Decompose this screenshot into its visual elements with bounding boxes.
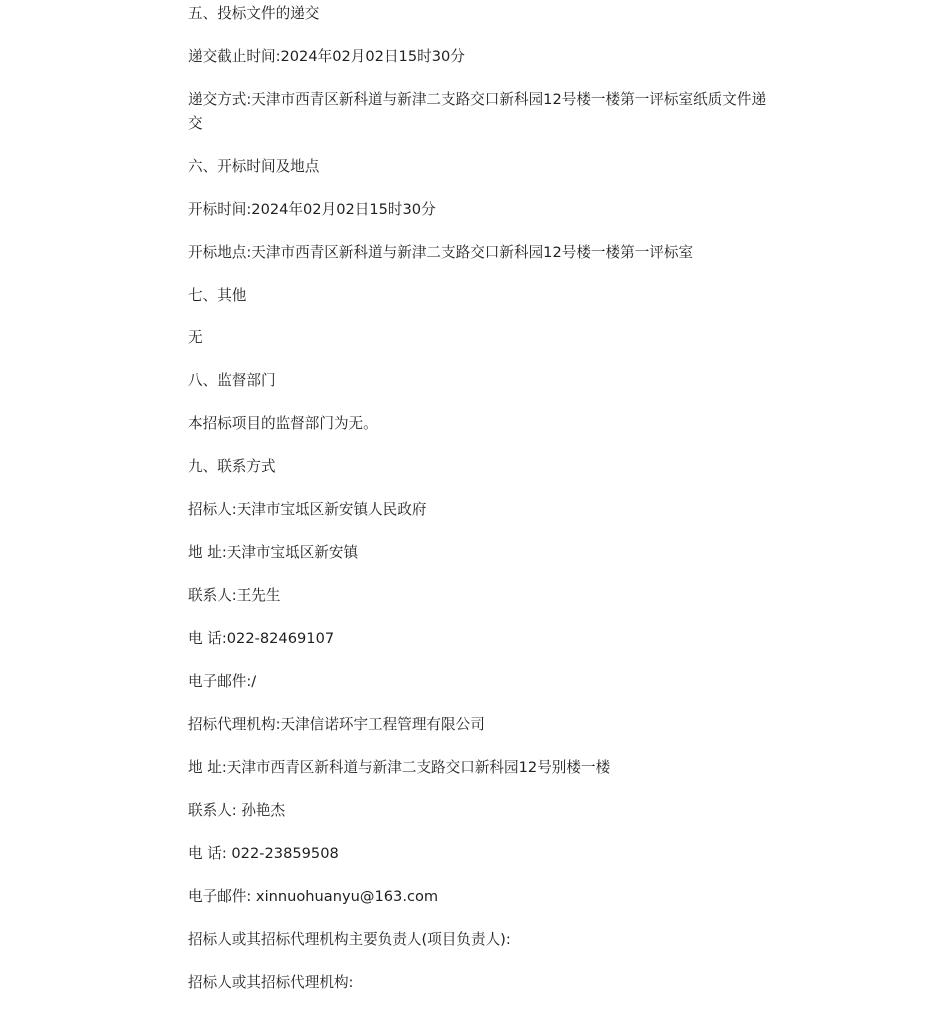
document-body — [188, 2, 768, 995]
agency-name: 招标代理机构:天津信诺环宇工程管理有限公司 — [188, 716, 485, 734]
section-heading-opening: 六、开标时间及地点 — [188, 157, 320, 175]
submission-deadline: 递交截止时间:2024年02月02日15时30分 — [188, 47, 465, 65]
tenderer-contact-person: 联系人:王先生 — [188, 587, 281, 605]
section-heading-supervision: 八、监督部门 — [188, 372, 276, 390]
agency-email: 电子邮件: xinnuohuanyu@163.com — [188, 888, 439, 906]
agency-phone: 电 话: 022-23859508 — [188, 845, 339, 863]
agency-contact-person: 联系人: 孙艳杰 — [188, 802, 286, 820]
section-heading-contact: 九、联系方式 — [188, 458, 276, 476]
opening-time: 开标时间:2024年02月02日15时30分 — [188, 200, 436, 218]
responsible-person-label: 招标人或其招标代理机构主要负责人(项目负责人): — [188, 931, 511, 949]
tenderer-or-agency-label: 招标人或其招标代理机构: — [188, 974, 354, 992]
tenderer-email: 电子邮件:/ — [188, 673, 257, 691]
section-heading-other: 七、其他 — [188, 286, 247, 304]
section-heading-submission: 五、投标文件的递交 — [188, 5, 320, 22]
agency-address: 地 址:天津市西青区新科道与新津二支路交口新科园12号别楼一楼 — [188, 759, 611, 777]
tenderer-name: 招标人:天津市宝坻区新安镇人民政府 — [188, 501, 427, 519]
tenderer-phone: 电 话:022-82469107 — [188, 630, 335, 648]
tenderer-address: 地 址:天津市宝坻区新安镇 — [188, 544, 359, 562]
opening-location: 开标地点:天津市西青区新科道与新津二支路交口新科园12号楼一楼第一评标室 — [188, 243, 694, 261]
supervision-content: 本招标项目的监督部门为无。 — [188, 415, 378, 433]
other-content: 无 — [188, 329, 203, 347]
submission-method: 递交方式:天津市西青区新科道与新津二支路交口新科园12号楼一楼第一评标室纸质文件递交 — [188, 90, 767, 132]
